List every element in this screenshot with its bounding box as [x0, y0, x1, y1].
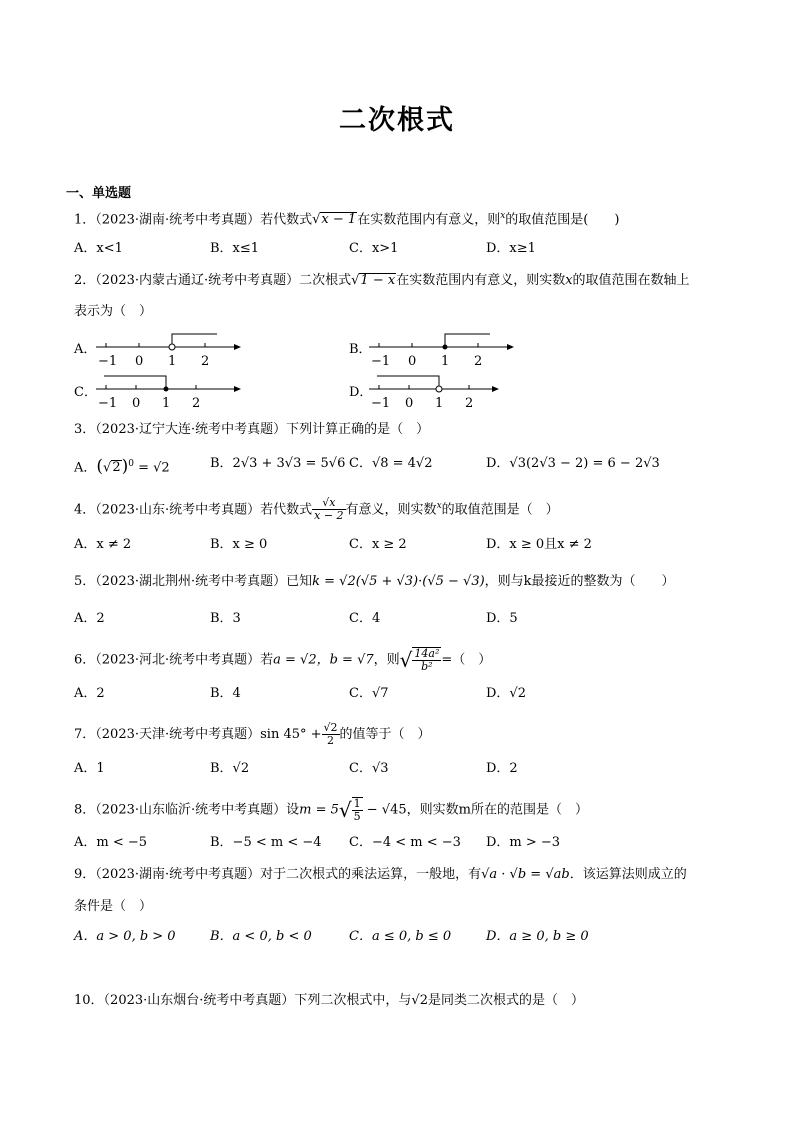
tick-label: −1 — [98, 354, 118, 369]
q1-stem: 1．（2023·湖南·统考中考真题）若代数式 — [74, 212, 313, 228]
question-7: 7．（2023·天津·统考中考真题）sin 45° + $\frac{√2}{2}$ 的值等于（ ） — [74, 721, 431, 747]
q4-option-d[interactable]: D．x ≥ 0且x ≠ 2 — [486, 537, 592, 552]
fraction: $\frac{\text{14a²}}{\text{b²}}$ — [414, 647, 440, 673]
q6-option-b[interactable]: B．4 — [210, 686, 241, 701]
radical: √1 − x — [351, 273, 396, 288]
q4-option-b[interactable]: B．x ≥ 0 — [210, 537, 268, 552]
tick-label: −1 — [371, 396, 391, 411]
q6-option-c[interactable]: C．√7 — [349, 686, 389, 701]
q9-option-b[interactable]: B．a < 0, b < 0 — [210, 929, 312, 944]
q9-option-a[interactable]: A．a > 0, b > 0 — [74, 929, 176, 944]
question-3: 3．（2023·辽宁大连·统考中考真题）下列计算正确的是（ ） — [74, 422, 430, 437]
question-6: 6．（2023·河北·统考中考真题）若a = √2，b = √7，则√ $\frac{\text{14a²}}{\text{b²}}$ =（ ） — [74, 647, 492, 673]
radical: √x − 1 — [312, 212, 357, 228]
q9-option-d[interactable]: D．a ≥ 0, b ≥ 0 — [486, 929, 589, 944]
tick-label: 2 — [465, 396, 474, 411]
question-1: 1．（2023·湖南·统考中考真题）若代数式√x − 1在实数范围内有意义，则$^x$的取值范围是( ) — [74, 211, 620, 228]
q2-option-c[interactable]: C． — [74, 385, 97, 400]
tick-label: 0 — [405, 396, 414, 411]
q2-option-d[interactable]: D． — [349, 385, 373, 400]
question-9: 9．（2023·湖南·统考中考真题）对于二次根式的乘法运算，一般地，有√a · √b = √ab．该运算法则成立的 — [74, 867, 687, 882]
number-line-c — [96, 372, 241, 410]
number-line-d — [369, 372, 499, 410]
q5-option-b[interactable]: B．3 — [210, 611, 241, 626]
q1-option-c[interactable]: C．x>1 — [349, 241, 399, 256]
tick-label: 2 — [201, 354, 210, 369]
q8-option-d[interactable]: D．m > −3 — [486, 835, 561, 850]
fraction: $\frac{1}{5}$ — [353, 797, 361, 823]
q7-option-d[interactable]: D．2 — [486, 761, 518, 776]
tick-label: 1 — [435, 396, 444, 411]
question-8: 8．（2023·山东临沂·统考中考真题）设m = 5√ $\frac{1}{5}$ − √45，则实数m所在的范围是（ ） — [74, 797, 588, 823]
q8-option-a[interactable]: A．m < −5 — [74, 835, 148, 850]
q2-option-b[interactable]: B． — [349, 342, 372, 357]
q3-option-b[interactable]: B．2√3 + 3√3 = 5√6 — [210, 456, 346, 471]
tick-label: −1 — [371, 354, 391, 369]
question-10: 10．（2023·山东烟台·统考中考真题）下列二次根式中，与√2是同类二次根式的是（ ） — [74, 993, 584, 1008]
q4-option-a[interactable]: A．x ≠ 2 — [74, 537, 132, 552]
fraction: $\frac{√x}{x - 2}$ — [314, 496, 344, 523]
number-line-b — [369, 330, 514, 368]
q7-option-c[interactable]: C．√3 — [349, 761, 389, 776]
number-line-a — [96, 330, 241, 368]
q9-option-c[interactable]: C．a ≤ 0, b ≤ 0 — [349, 929, 452, 944]
q3-option-c[interactable]: C．√8 = 4√2 — [349, 456, 433, 471]
tick-label: 1 — [441, 354, 450, 369]
q5-option-c[interactable]: C．4 — [349, 611, 381, 626]
q8-option-c[interactable]: C．−4 < m < −3 — [349, 835, 461, 850]
q3-option-d[interactable]: D．√3(2√3 − 2) = 6 − 2√3 — [486, 456, 660, 471]
q5-option-a[interactable]: A．2 — [74, 611, 105, 626]
q6-option-d[interactable]: D．√2 — [486, 686, 526, 701]
q2-stem-line2: 表示为（ ） — [74, 304, 153, 319]
tick-label: 2 — [192, 396, 201, 411]
question-2: 2．（2023·内蒙古通辽·统考中考真题）二次根式√1 − x在实数范围内有意义，则实数x的取值范围在数轴上 — [74, 273, 690, 288]
tick-label: 0 — [135, 354, 144, 369]
q9-stem-line2: 条件是（ ） — [74, 899, 153, 914]
q6-option-a[interactable]: A．2 — [74, 686, 105, 701]
page-title: 二次根式 — [339, 105, 455, 136]
q1-option-b[interactable]: B．x≤1 — [210, 241, 260, 256]
q8-option-b[interactable]: B．−5 < m < −4 — [210, 835, 322, 850]
tick-label: 1 — [168, 354, 177, 369]
q7-option-b[interactable]: B．√2 — [210, 761, 250, 776]
q3-option-a[interactable]: A．$(√2)^0 = √2$ — [74, 456, 170, 477]
section-heading: 一、单选题 — [66, 186, 132, 201]
question-5: 5．（2023·湖北荆州·统考中考真题）已知k = √2(√5 + √3)·(√5 − √3)，则与k最接近的整数为（ ） — [74, 574, 675, 589]
q1-option-d[interactable]: D．x≥1 — [486, 241, 536, 256]
q5-option-d[interactable]: D．5 — [486, 611, 518, 626]
tick-label: 1 — [162, 396, 171, 411]
tick-label: 0 — [132, 396, 141, 411]
q1-option-a[interactable]: A．x<1 — [74, 241, 123, 256]
q7-option-a[interactable]: A．1 — [74, 761, 105, 776]
tick-label: 2 — [474, 354, 483, 369]
question-4: 4．（2023·山东·统考中考真题）若代数式 $\frac{√x}{x - 2}$ 有意义，则实数$^x$的取值范围是（ ） — [74, 496, 559, 523]
q2-option-a[interactable]: A． — [74, 342, 97, 357]
tick-label: 0 — [408, 354, 417, 369]
fraction: $\frac{√2}{2}$ — [323, 721, 338, 747]
q4-option-c[interactable]: C．x ≥ 2 — [349, 537, 407, 552]
tick-label: −1 — [98, 396, 118, 411]
